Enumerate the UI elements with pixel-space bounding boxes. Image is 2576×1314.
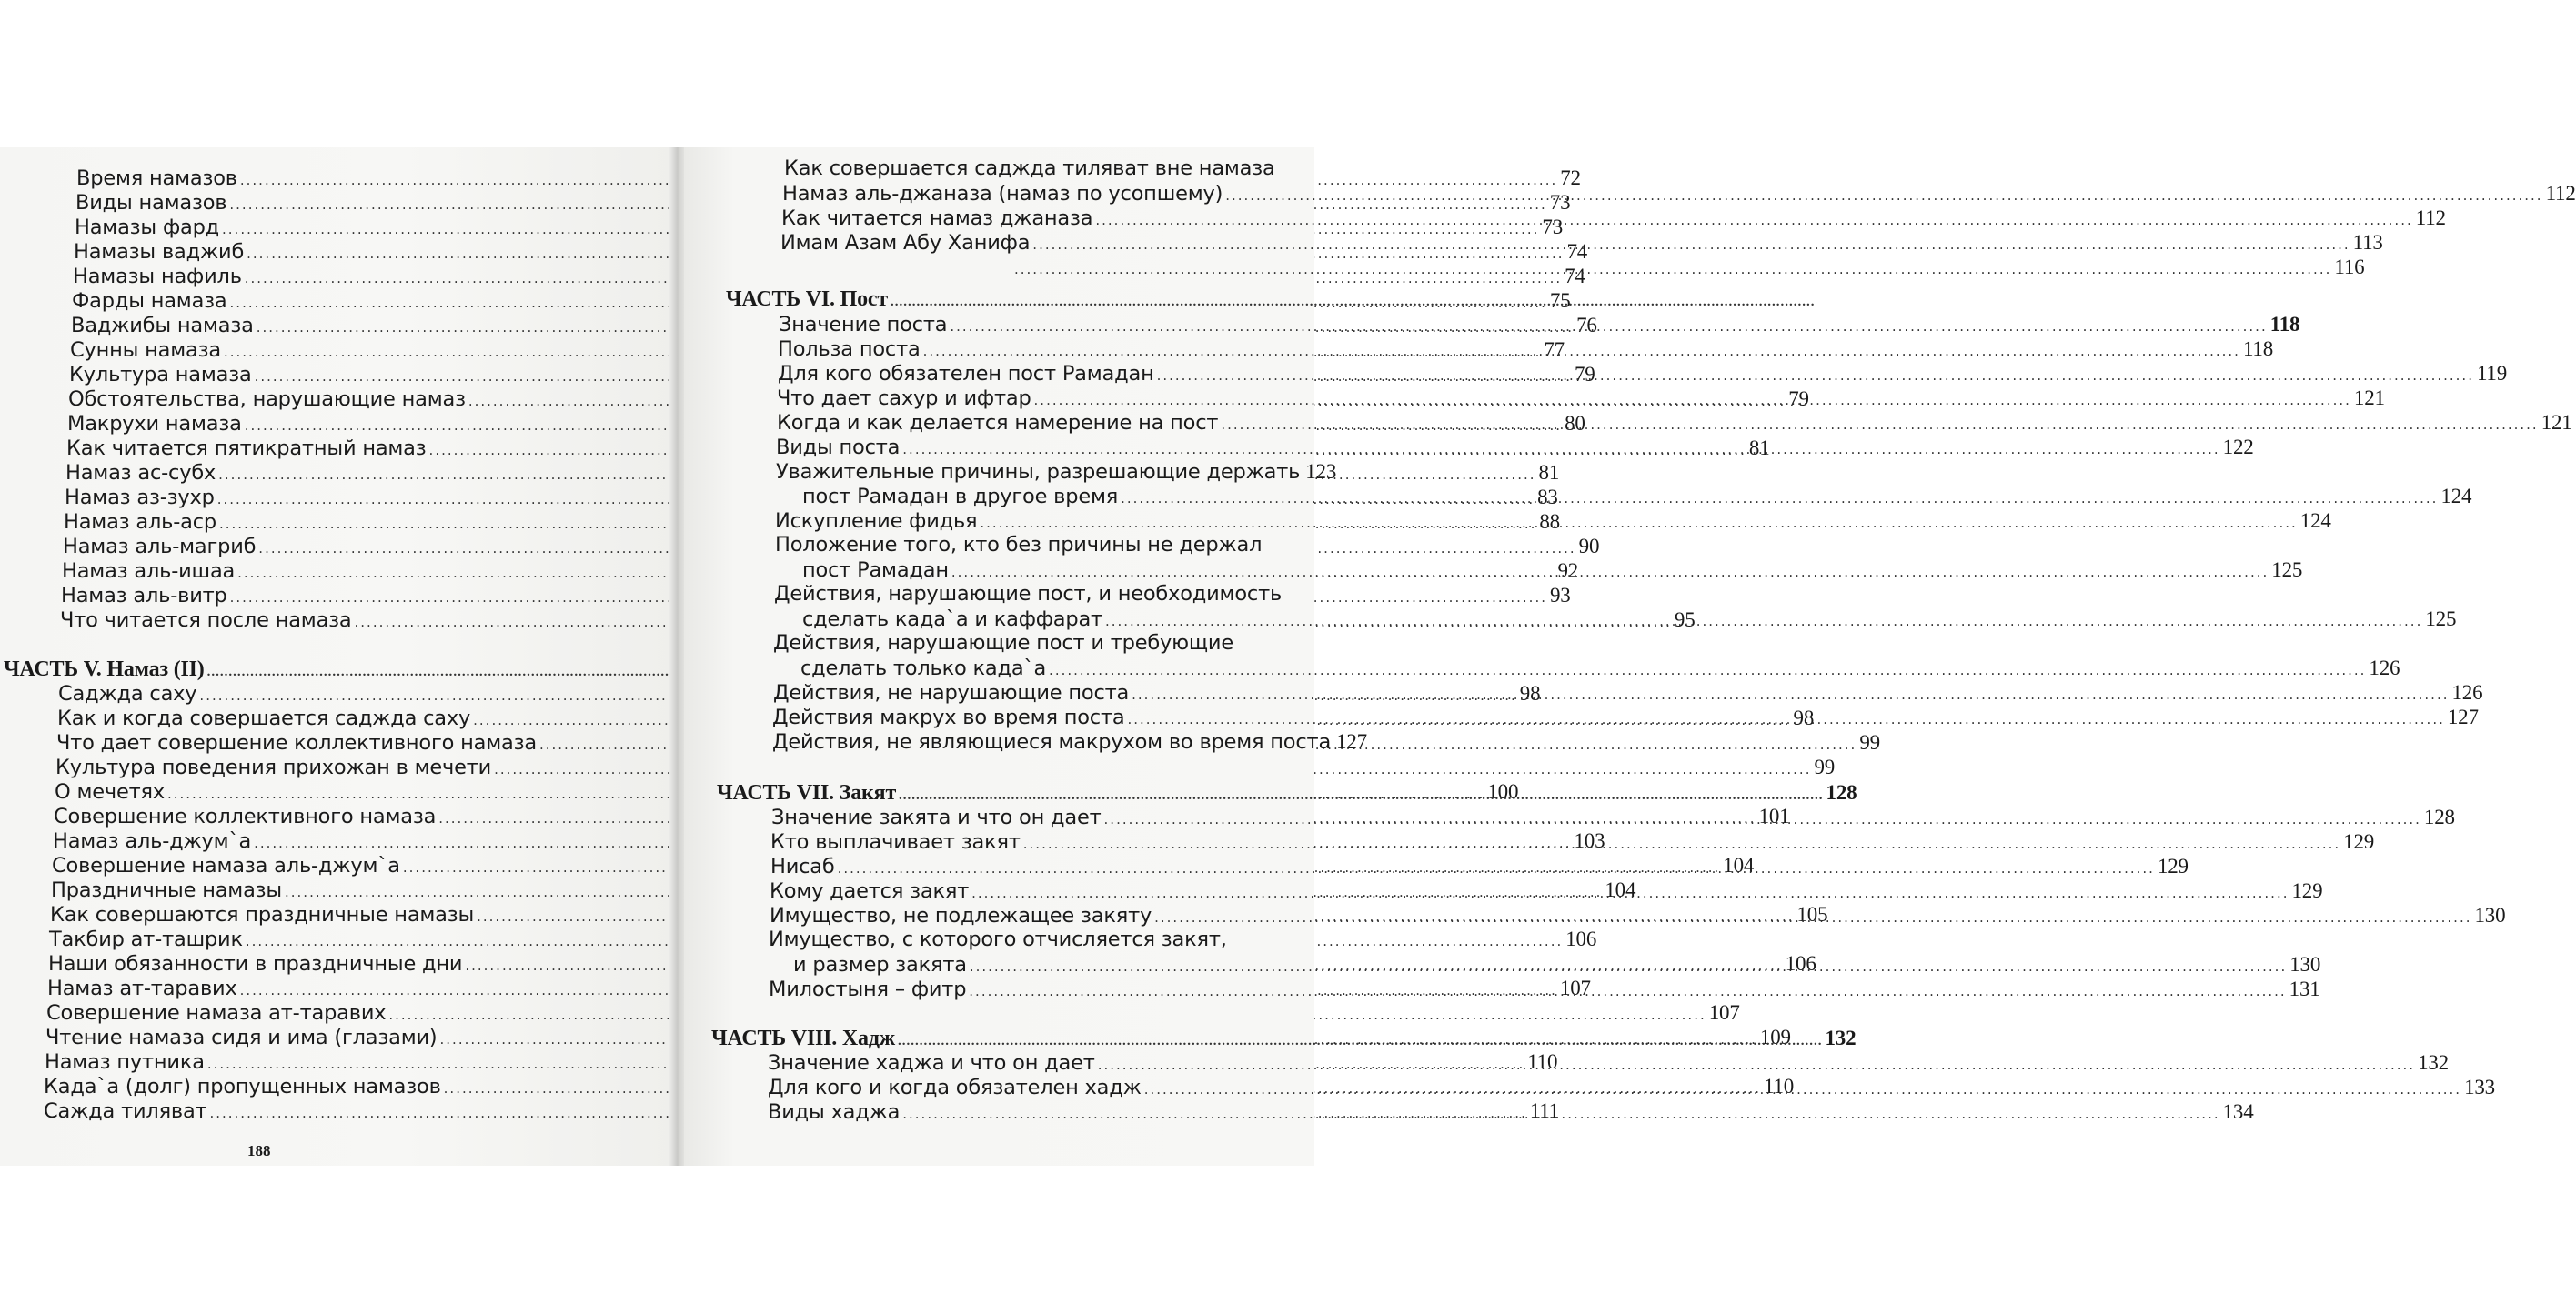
toc-title: Как читается намаз джаназа [781, 206, 1093, 230]
toc-title: Время намазов [76, 166, 237, 190]
leader-dots [1127, 707, 2444, 732]
toc-title: Значение закята и что он дает [771, 806, 1102, 829]
toc-page: 129 [2157, 855, 2189, 878]
toc-page: 109 [1759, 1026, 1791, 1048]
leader-dots [1104, 807, 2421, 832]
toc-title: Сажда тиляват [44, 1099, 207, 1123]
toc-page: 134 [2222, 1100, 2254, 1123]
toc-title: Культура поведения прихожан в мечети [55, 756, 492, 779]
toc-page: 73 [1549, 191, 1571, 214]
toc-entry [46, 1000, 1740, 1028]
leader-dots [838, 857, 2155, 881]
toc-title: Наши обязанности в праздничные дни [48, 952, 463, 976]
toc-page: 105 [1796, 903, 1828, 926]
toc-page: 81 [1538, 461, 1560, 484]
toc-page: 79 [1788, 387, 1809, 410]
toc-page: 126 [2451, 681, 2483, 704]
leader-dots [1221, 413, 2538, 437]
toc-page: 104 [1723, 854, 1755, 877]
toc-title: Имущество, с которого отчисляется закят, [769, 928, 1227, 951]
toc-title: Что читается после намаза [60, 608, 352, 632]
toc-page: 132 [1825, 1027, 1857, 1049]
toc-entry [55, 755, 1836, 782]
toc-title: Когда и как делается намерение на пост [777, 411, 1219, 435]
toc-page: 98 [1793, 707, 1815, 729]
toc-title: Как совершается саджда тиляват вне намаза [784, 156, 1275, 180]
toc-page: 131 [2289, 978, 2320, 1000]
toc-title: Как читается пятикратный намаз [66, 436, 427, 460]
toc-title: Намаз аз-зухр [65, 486, 215, 509]
leader-dots [1105, 609, 2422, 634]
toc-title: ЧАСТЬ V. Намаз (II) [4, 657, 205, 681]
toc-title: Уважительные причины, разрешающие держать [776, 460, 1301, 484]
toc-title: Ваджибы намаза [71, 314, 254, 337]
leader-dots [891, 290, 1816, 315]
toc-page: 77 [1544, 338, 1565, 361]
toc-title: Сунны намаза [70, 338, 221, 362]
toc-title: Намаз аль-аср [64, 510, 216, 534]
toc-page: 99 [1814, 756, 1836, 778]
toc-page: 99 [1859, 731, 1880, 754]
toc-title: Имам Азам Абу Ханифа [780, 231, 1031, 255]
toc-title: Действия, нарушающие пост и требующие [773, 631, 1233, 655]
leader-dots [950, 315, 2267, 339]
toc-page: 130 [2474, 904, 2506, 927]
toc-page: 112 [2545, 182, 2576, 205]
toc-title: Польза поста [778, 337, 921, 361]
leader-dots [1098, 1053, 2415, 1078]
toc-page: 110 [1527, 1050, 1558, 1073]
book-spread [0, 147, 2576, 1166]
leader-dots [1034, 388, 2351, 413]
toc-title: Положение того, кто без причины не держал [775, 533, 1263, 557]
toc-title: Обстоятельства, нарушающие намаз [68, 387, 466, 411]
toc-title: Чтение намаза сидя и има (глазами) [45, 1026, 438, 1049]
toc-page: 98 [1519, 682, 1541, 705]
toc-page: 106 [1785, 952, 1816, 975]
toc-title: Что дает сахур и ифтар [777, 386, 1031, 410]
toc-entry [800, 656, 2400, 683]
toc-page: 106 [1565, 928, 1597, 950]
leader-dots [902, 437, 2219, 462]
toc-page: 127 [2447, 706, 2479, 728]
toc-title: Намазы ваджиб [74, 240, 245, 264]
toc-title: Нисаб [770, 855, 835, 878]
toc-page: 88 [1539, 510, 1560, 533]
toc-title: Действия, не нарушающие поста [773, 681, 1130, 705]
toc-page: 75 [1549, 289, 1571, 312]
toc-page: 72 [1560, 166, 1581, 189]
toc-page: 125 [2271, 558, 2303, 581]
toc-page: 121 [2353, 386, 2385, 409]
toc-page: 74 [1565, 265, 1585, 287]
toc-page: 128 [2423, 806, 2455, 828]
toc-page: 121 [2541, 411, 2572, 434]
toc-title: О мечетях [55, 780, 165, 804]
toc-page: 107 [1708, 1001, 1740, 1024]
toc-title: Значение поста [779, 313, 948, 336]
toc-page: 127 [1336, 730, 1367, 753]
toc-page: 90 [1578, 535, 1600, 557]
leader-dots [1014, 257, 2331, 282]
toc-title: ЧАСТЬ VIII. Хадж [711, 1027, 895, 1050]
leader-dots [1144, 1078, 2461, 1102]
toc-page: 81 [1748, 436, 1770, 459]
toc-title: сделать када`а и каффарат [802, 607, 1102, 631]
toc-page: 112 [2415, 206, 2446, 229]
leader-dots [971, 881, 2289, 906]
toc-page: 110 [1764, 1075, 1795, 1098]
toc-title: Намаз аль-джум`а [53, 829, 252, 853]
toc-title: Макрухи намаза [67, 412, 242, 436]
toc-title: Намаз аль-магриб [63, 535, 257, 558]
toc-title: Действия, нарушающие пост, и необходимость [774, 582, 1283, 606]
toc-title: Виды намазов [75, 191, 227, 215]
toc-page: 74 [1566, 240, 1588, 263]
toc-title: Для кого и когда обязателен хадж [768, 1076, 1142, 1099]
toc-title: Саджда саху [58, 682, 197, 706]
toc-page: 125 [2425, 607, 2457, 630]
toc-page: 128 [1826, 781, 1857, 804]
toc-entry [73, 264, 1585, 291]
leader-dots [1154, 906, 2471, 930]
toc-page: 116 [2334, 256, 2365, 278]
toc-title: ЧАСТЬ VII. Закят [717, 781, 897, 805]
toc-page: 73 [1542, 216, 1563, 238]
toc-title: Намазы нафиль [73, 265, 242, 288]
toc-page: 133 [2464, 1076, 2495, 1098]
toc-page: 118 [2269, 313, 2300, 336]
toc-title: Совершение коллективного намаза [54, 805, 437, 828]
toc-page: 123 [1305, 460, 1337, 483]
leader-dots [980, 511, 2297, 536]
toc-title: пост Рамадан [802, 558, 949, 582]
toc-page: 76 [1576, 314, 1597, 336]
toc-title: Праздничные намазы [51, 878, 282, 902]
toc-page: 124 [2440, 485, 2472, 507]
toc-title: Кто выплачивает закят [770, 830, 1021, 854]
toc-title: Что дает совершение коллективного намаза [56, 731, 537, 755]
leader-dots [1121, 486, 2438, 511]
toc-page: 83 [1537, 486, 1558, 508]
leader-dots [1023, 832, 2340, 857]
toc-title: ЧАСТЬ VI. Пост [726, 287, 888, 311]
toc-title: Фарды намаза [72, 289, 227, 313]
leader-dots [923, 339, 2240, 364]
toc-title: Када`а (долг) пропущенных намазов [44, 1075, 441, 1098]
toc-page: 113 [2352, 231, 2383, 254]
toc-page: 101 [1758, 805, 1790, 828]
toc-page: 80 [1565, 412, 1585, 435]
leader-dots [1032, 233, 2350, 257]
leader-dots [1225, 184, 2542, 208]
leader-dots [1095, 208, 2412, 233]
toc-title: Как и когда совершается саджда саху [57, 707, 471, 730]
toc-title: Намаз аль-ишаа [62, 559, 236, 583]
leader-dots [969, 979, 2286, 1004]
toc-title: Совершение намаза аль-джум`а [52, 854, 400, 878]
toc-title: Действия макрух во время поста [772, 706, 1125, 729]
toc-title: Как совершаются праздничные намазы [50, 903, 475, 927]
toc-page: 100 [1487, 780, 1519, 803]
toc-title: Искупление фидья [775, 509, 978, 533]
toc-title: Намаз ас-субх [65, 461, 216, 485]
toc-title: Для кого обязателен пост Рамадан [778, 362, 1154, 386]
toc-page: 118 [2242, 337, 2273, 360]
toc-page: 104 [1605, 878, 1636, 901]
toc-title: пост Рамадан в другое время [802, 485, 1119, 508]
toc-page: 107 [1559, 977, 1591, 999]
toc-page: 126 [2369, 657, 2400, 679]
toc-page: 92 [1557, 559, 1579, 582]
leader-dots [1157, 364, 2474, 388]
leader-dots [1049, 658, 2366, 683]
toc-page: 122 [2222, 436, 2254, 458]
toc-page: 93 [1549, 584, 1571, 607]
toc-title: Намаз ат-таравих [47, 977, 237, 1000]
toc-page: 132 [2418, 1051, 2449, 1074]
toc-entry [772, 729, 1367, 757]
leader-dots [970, 955, 2287, 979]
toc-title: Такбир ат-ташрик [49, 928, 243, 951]
toc-title: Намаз аль-джаназа (намаз по усопшему) [782, 182, 1223, 206]
leader-dots [951, 560, 2269, 585]
toc-title: Намазы фард [75, 216, 220, 239]
toc-page: 130 [2289, 953, 2321, 976]
toc-title: Кому дается закят [770, 879, 970, 903]
toc-page: 103 [1574, 829, 1605, 852]
toc-title: Совершение намаза ат-таравих [46, 1001, 387, 1025]
toc-page: 111 [1529, 1099, 1560, 1122]
toc-page: 129 [2291, 879, 2323, 902]
toc-title: Намаз аль-витр [61, 584, 227, 607]
toc-title: Намаз путника [45, 1050, 205, 1074]
toc-title: сделать только када`а [800, 657, 1047, 680]
toc-title: Имущество, не подлежащее закяту [770, 904, 1152, 928]
toc-title: Значение хаджа и что он дает [768, 1051, 1095, 1075]
toc-page: 124 [2299, 509, 2331, 532]
toc-page: 129 [2343, 830, 2375, 853]
toc-page: 95 [1674, 608, 1696, 631]
toc-title: Виды поста [776, 436, 901, 459]
page-number: 188 [247, 1142, 271, 1159]
toc-title: Виды хаджа [768, 1100, 901, 1124]
leader-dots [902, 1102, 2219, 1127]
toc-part-heading [726, 287, 1303, 315]
toc-page: 119 [2476, 362, 2508, 385]
toc-entry [776, 459, 1337, 486]
toc-title: Действия, не являющиеся макрухом во время поста [772, 730, 1332, 754]
toc-page: 79 [1574, 363, 1595, 386]
leader-dots [1132, 683, 2449, 707]
toc-title: и размер закята [793, 953, 967, 977]
toc-title: Культура намаза [69, 363, 252, 386]
toc-title: Милостыня – фитр [769, 978, 967, 1001]
